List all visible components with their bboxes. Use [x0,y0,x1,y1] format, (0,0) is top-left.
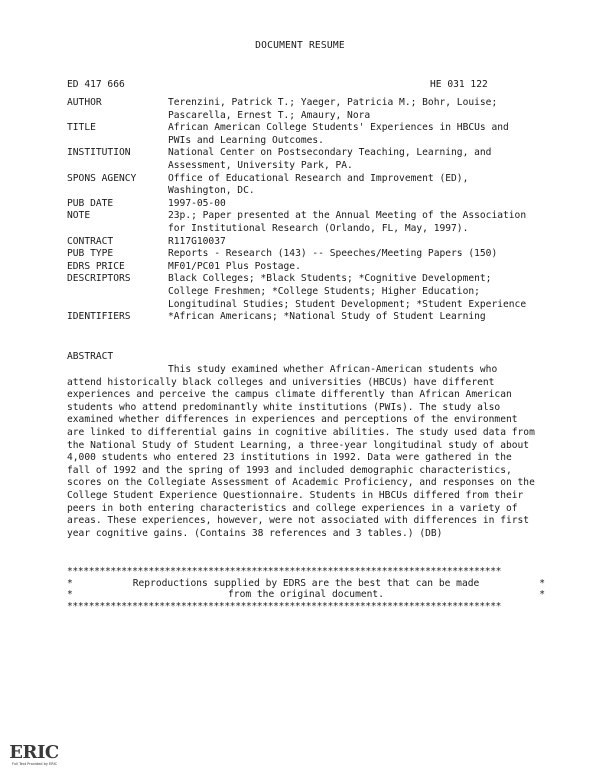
field-label: EDRS PRICE [67,260,125,272]
field-label: INSTITUTION [67,147,131,159]
field-value: R117G10037 [168,235,226,247]
field-institution [67,147,537,172]
field-label: NOTE [67,210,91,222]
eric-logo-caption: Full Text Provided by ERIC [12,762,58,766]
field-descriptors [67,273,537,311]
field-label: TITLE [67,122,96,134]
star-edge: * [539,577,545,589]
star-edge: * [67,577,73,589]
field-value: African American College Students' Experiences in HBCUs and PWIs and Learning Outcomes. [168,122,509,146]
field-identifiers [67,311,537,324]
field-contract [67,236,537,249]
field-edrs-price [67,261,537,274]
field-label: SPONS AGENCY [67,172,137,184]
star-border-top: ******************************************************************************** [67,566,502,577]
reproduction-notice [67,566,545,612]
field-value: Office of Educational Research and Improvement (ED), Washington, DC. [168,172,469,197]
field-label: PUB DATE [67,197,114,209]
star-border-bottom: ******************************************************************************** [67,600,502,612]
notice-line-1 [67,578,545,590]
star-edge: * [539,589,545,600]
notice-line-2 [67,589,545,601]
field-value: National Center on Postsecondary Teaching, Learning, and Assessment, University Park, PA. [168,147,492,171]
abstract-body: This study examined whether African-American students who attend historically black colleges and universities (HBCUs) have different experiences and perceive the campus climate differently than African American students who attend predominantly white institutions (PWIs). The study also examined whether differences in experiences and perceptions of the environment are linked to differential gains in cognitive abilities. The study used data from the National Study of Student Learning, a three-year longitudinal study of about 4,000 students who entered 23 institutions in 1992. Data were gathered in the fall of 1992 and the spring of 1993 and included demographic characteristics, scores on the Collegiate Assessment of Academic Proficiency, and responses on the College Student Experience Questionnaire. Students in HBCUs differed from their peers in both entering characteristics and college experiences in a variety of areas. These experiences, however, were not associated with differences in first year cognitive gains. (Contains 38 references and 3 tables.) (DB) [67,364,535,539]
star-edge: * [67,589,73,600]
field-pub-type [67,248,537,261]
field-value: 23p.; Paper presented at the Annual Meeting of the Association for Institutional Research (Orlando, FL, May, 1997). [168,210,527,234]
field-spons-agency [67,173,537,198]
field-value: *African Americans; *National Study of Student Learning [168,311,486,323]
field-pub-date [67,198,537,211]
field-label: AUTHOR [67,97,102,108]
notice-text-2: from the original document. [228,589,384,600]
field-value: MF01/PC01 Plus Postage. [168,260,301,272]
ed-number: ED 417 666 [67,79,125,90]
notice-text-1: Reproductions supplied by EDRS are the best that can be made [132,577,480,589]
bibliographic-fields [67,97,537,324]
document-resume-title: DOCUMENT RESUME [255,40,345,51]
field-label: DESCRIPTORS [67,273,131,285]
he-number: HE 031 122 [430,79,488,90]
field-title [67,122,537,147]
field-value: 1997-05-00 [168,197,226,209]
field-value: Reports - Research (143) -- Speeches/Meeting Papers (150) [168,248,498,260]
field-value: Black Colleges; *Black Students; *Cognitive Development; College Freshmen; *College Students; Higher Education; Longitudinal Studies; Student Development; *Student Experience [168,273,527,310]
field-author [67,97,537,122]
eric-logo-letters: ERIC [9,742,59,763]
field-value: Terenzini, Patrick T.; Yaeger, Patricia M.; Bohr, Louise; Pascarella, Ernest T.; Amaury, Nora [168,97,498,121]
field-label: IDENTIFIERS [67,311,131,323]
field-label: CONTRACT [67,235,114,247]
eric-logo [9,740,59,770]
eric-logo-mark [9,740,59,763]
abstract-heading: ABSTRACT [67,351,114,362]
field-label: PUB TYPE [67,248,114,260]
field-note [67,210,537,235]
